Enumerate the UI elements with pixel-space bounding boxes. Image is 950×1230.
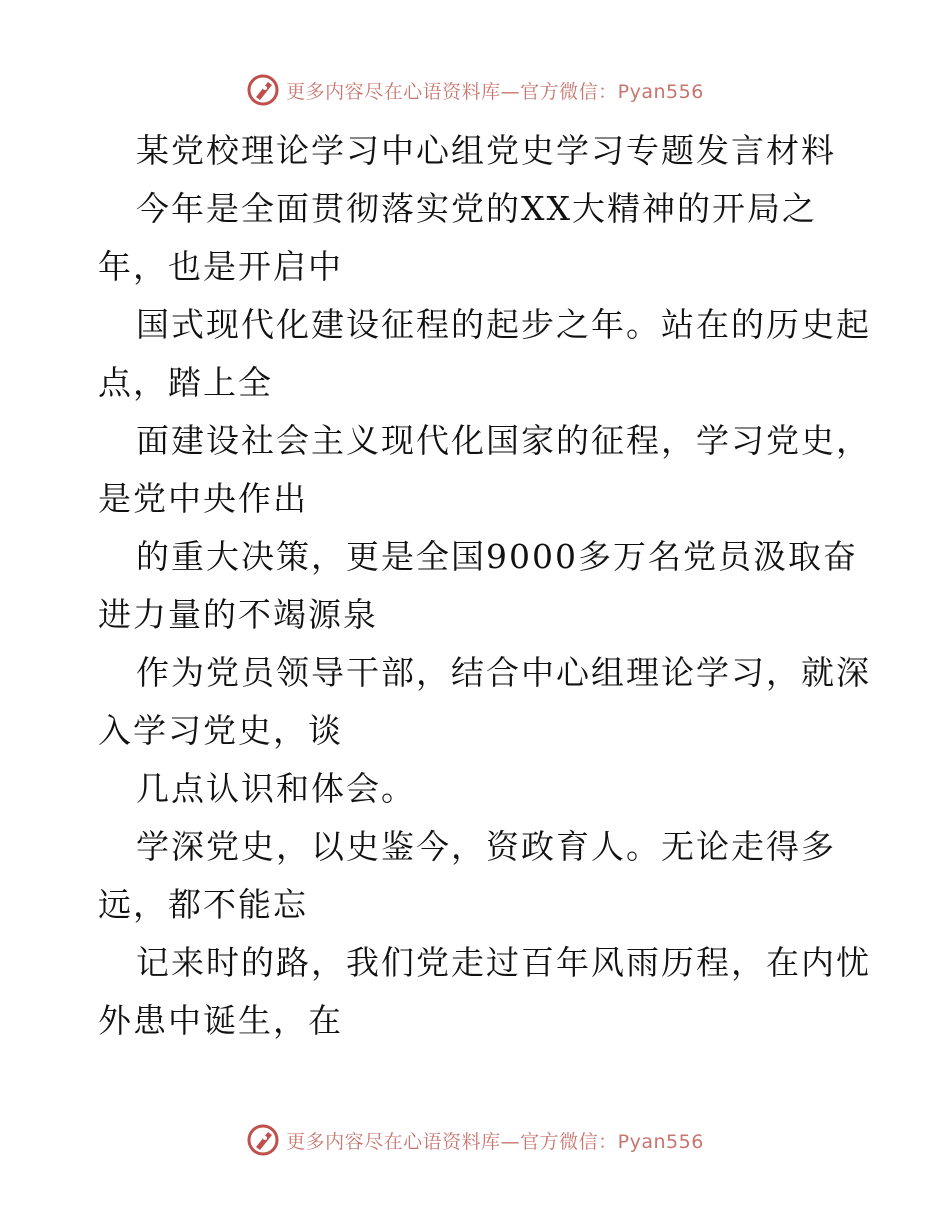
paragraph-line: 进力量的不竭源泉	[98, 595, 378, 634]
footer-banner-text: 更多内容尽在心语资料库—官方微信：Pyan556	[286, 1130, 704, 1153]
paragraph-line: 是党中央作出	[98, 479, 308, 518]
paragraph-line: 学深党史，以史鉴今，资政育人。无论走得多	[136, 827, 836, 866]
footer-banner	[0, 1120, 950, 1160]
paragraph-line: 记来时的路，我们党走过百年风雨历程，在内忧	[136, 943, 871, 982]
paragraph-line: 几点认识和体会。	[136, 769, 416, 808]
pen-logo-icon	[246, 73, 280, 107]
paragraph-line: 远，都不能忘	[98, 885, 308, 924]
paragraph-line: 点，踏上全	[98, 363, 273, 402]
paragraph-line: 的重大决策，更是全国9000多万名党员汲取奋	[136, 537, 858, 576]
document-title: 某党校理论学习中心组党史学习专题发言材料	[136, 131, 836, 170]
header-banner	[0, 70, 950, 110]
paragraph-line: 外患中诞生，在	[98, 1001, 343, 1040]
paragraph-line: 入学习党史，谈	[98, 711, 343, 750]
paragraph-line: 国式现代化建设征程的起步之年。站在的历史起	[136, 305, 871, 344]
paragraph-line: 今年是全面贯彻落实党的XX大精神的开局之	[136, 189, 817, 228]
paragraph-line: 年，也是开启中	[98, 247, 343, 286]
header-banner-text: 更多内容尽在心语资料库—官方微信：Pyan556	[286, 80, 704, 103]
document-body	[98, 122, 871, 1050]
paragraph-line: 作为党员领导干部，结合中心组理论学习，就深	[136, 653, 871, 692]
paragraph-line: 面建设社会主义现代化国家的征程，学习党史，	[136, 421, 871, 460]
pen-logo-icon	[246, 1123, 280, 1157]
